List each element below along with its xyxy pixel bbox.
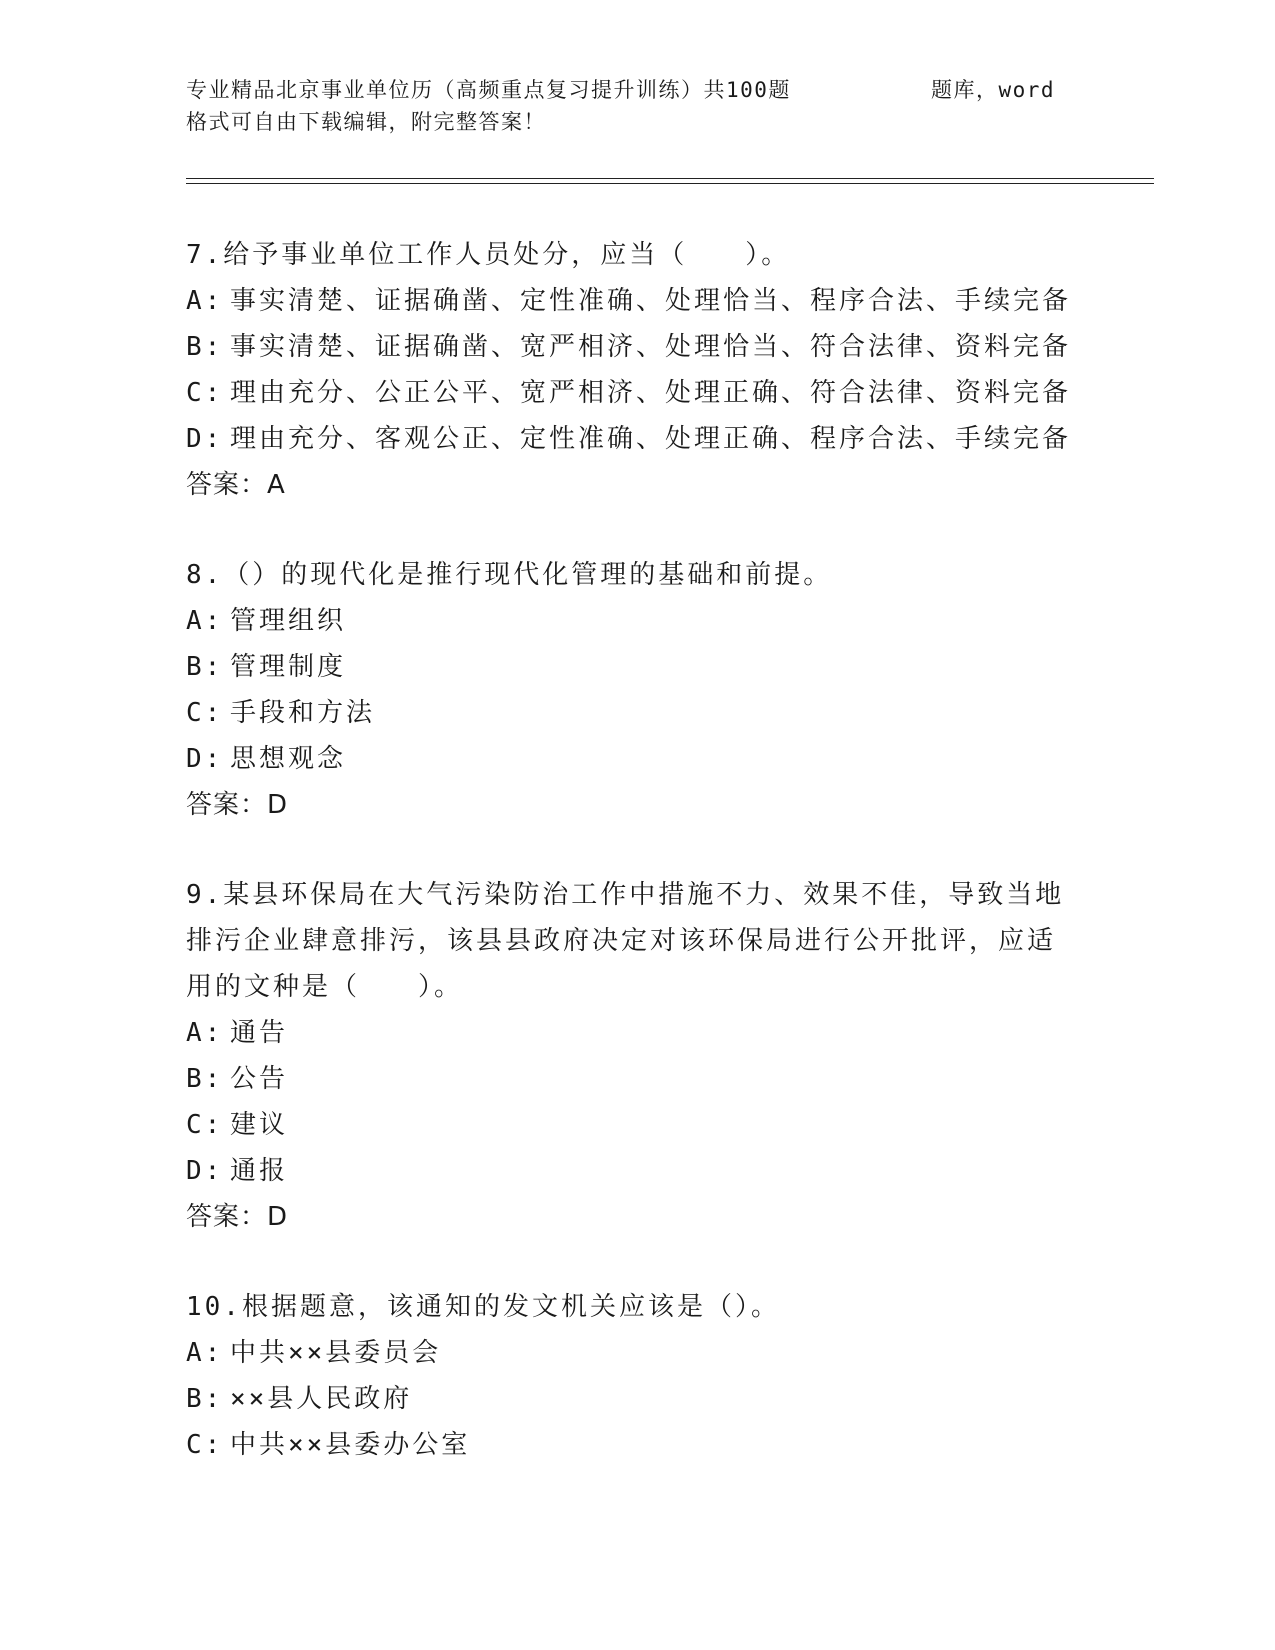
- option-text: 通告: [230, 1018, 289, 1048]
- option-key: D:: [186, 424, 224, 454]
- option-text: ××县人民政府: [230, 1384, 413, 1414]
- option-key: C:: [186, 1430, 224, 1460]
- header-line-2: 格式可自由下载编辑，附完整答案！: [186, 110, 546, 134]
- option-text: 中共××县委员会: [230, 1338, 442, 1368]
- header-line-1: [186, 74, 1086, 106]
- header-title-suffix: 题库，word: [931, 78, 1056, 102]
- option-text: 中共××县委办公室: [230, 1430, 471, 1460]
- option-b: [186, 1056, 1086, 1102]
- option-c: [186, 690, 1086, 736]
- option-b: [186, 644, 1086, 690]
- option-key: C:: [186, 378, 224, 408]
- option-a: [186, 1330, 1086, 1376]
- option-text: 事实清楚、证据确凿、宽严相济、处理恰当、符合法律、资料完备: [230, 332, 1072, 362]
- option-text: 管理组织: [230, 606, 347, 636]
- option-text: 管理制度: [230, 652, 347, 682]
- option-key: A:: [186, 286, 224, 316]
- question-stem: 10.根据题意，该通知的发文机关应该是（）。: [186, 1292, 780, 1322]
- option-key: B:: [186, 1384, 224, 1414]
- option-text: 公告: [230, 1064, 289, 1094]
- option-key: D:: [186, 1156, 224, 1186]
- answer-line: 答案：D: [186, 790, 289, 820]
- option-d: [186, 416, 1086, 462]
- option-d: [186, 736, 1086, 782]
- option-key: B:: [186, 1064, 224, 1094]
- option-text: 事实清楚、证据确凿、定性准确、处理恰当、程序合法、手续完备: [230, 286, 1072, 316]
- option-key: A:: [186, 606, 224, 636]
- option-text: 建议: [230, 1110, 289, 1140]
- option-a: [186, 1010, 1086, 1056]
- option-c: [186, 1422, 1086, 1468]
- option-key: D:: [186, 744, 224, 774]
- option-b: [186, 1376, 1086, 1422]
- option-text: 理由充分、公正公平、宽严相济、处理正确、符合法律、资料完备: [230, 378, 1072, 408]
- option-key: B:: [186, 332, 224, 362]
- header-title: 专业精品北京事业单位历（高频重点复习提升训练）共100题: [186, 78, 791, 102]
- option-key: B:: [186, 652, 224, 682]
- question-stem: 9.某县环保局在大气污染防治工作中措施不力、效果不佳，导致当地排污企业肆意排污，该县县政府决定对该环保局进行公开批评，应适用的文种是（ ）。: [186, 880, 1065, 1002]
- option-b: [186, 324, 1086, 370]
- option-d: [186, 1148, 1086, 1194]
- header-divider-bottom: [186, 183, 1154, 184]
- option-a: [186, 598, 1086, 644]
- question-7: [186, 232, 1086, 508]
- question-9: [186, 872, 1086, 1240]
- page-header: [186, 74, 1086, 138]
- option-key: A:: [186, 1338, 224, 1368]
- option-text: 通报: [230, 1156, 289, 1186]
- answer-line: 答案：D: [186, 1202, 289, 1232]
- question-8: [186, 552, 1086, 828]
- option-a: [186, 278, 1086, 324]
- option-c: [186, 1102, 1086, 1148]
- question-stem: 7.给予事业单位工作人员处分，应当（ ）。: [186, 240, 791, 270]
- option-text: 手段和方法: [230, 698, 376, 728]
- option-c: [186, 370, 1086, 416]
- option-key: C:: [186, 698, 224, 728]
- question-stem: 8.（）的现代化是推行现代化管理的基础和前提。: [186, 560, 833, 590]
- header-divider-top: [186, 178, 1154, 179]
- question-10: [186, 1284, 1086, 1468]
- answer-line: 答案：A: [186, 470, 286, 500]
- option-key: A:: [186, 1018, 224, 1048]
- option-text: 思想观念: [230, 744, 347, 774]
- option-text: 理由充分、客观公正、定性准确、处理正确、程序合法、手续完备: [230, 424, 1072, 454]
- option-key: C:: [186, 1110, 224, 1140]
